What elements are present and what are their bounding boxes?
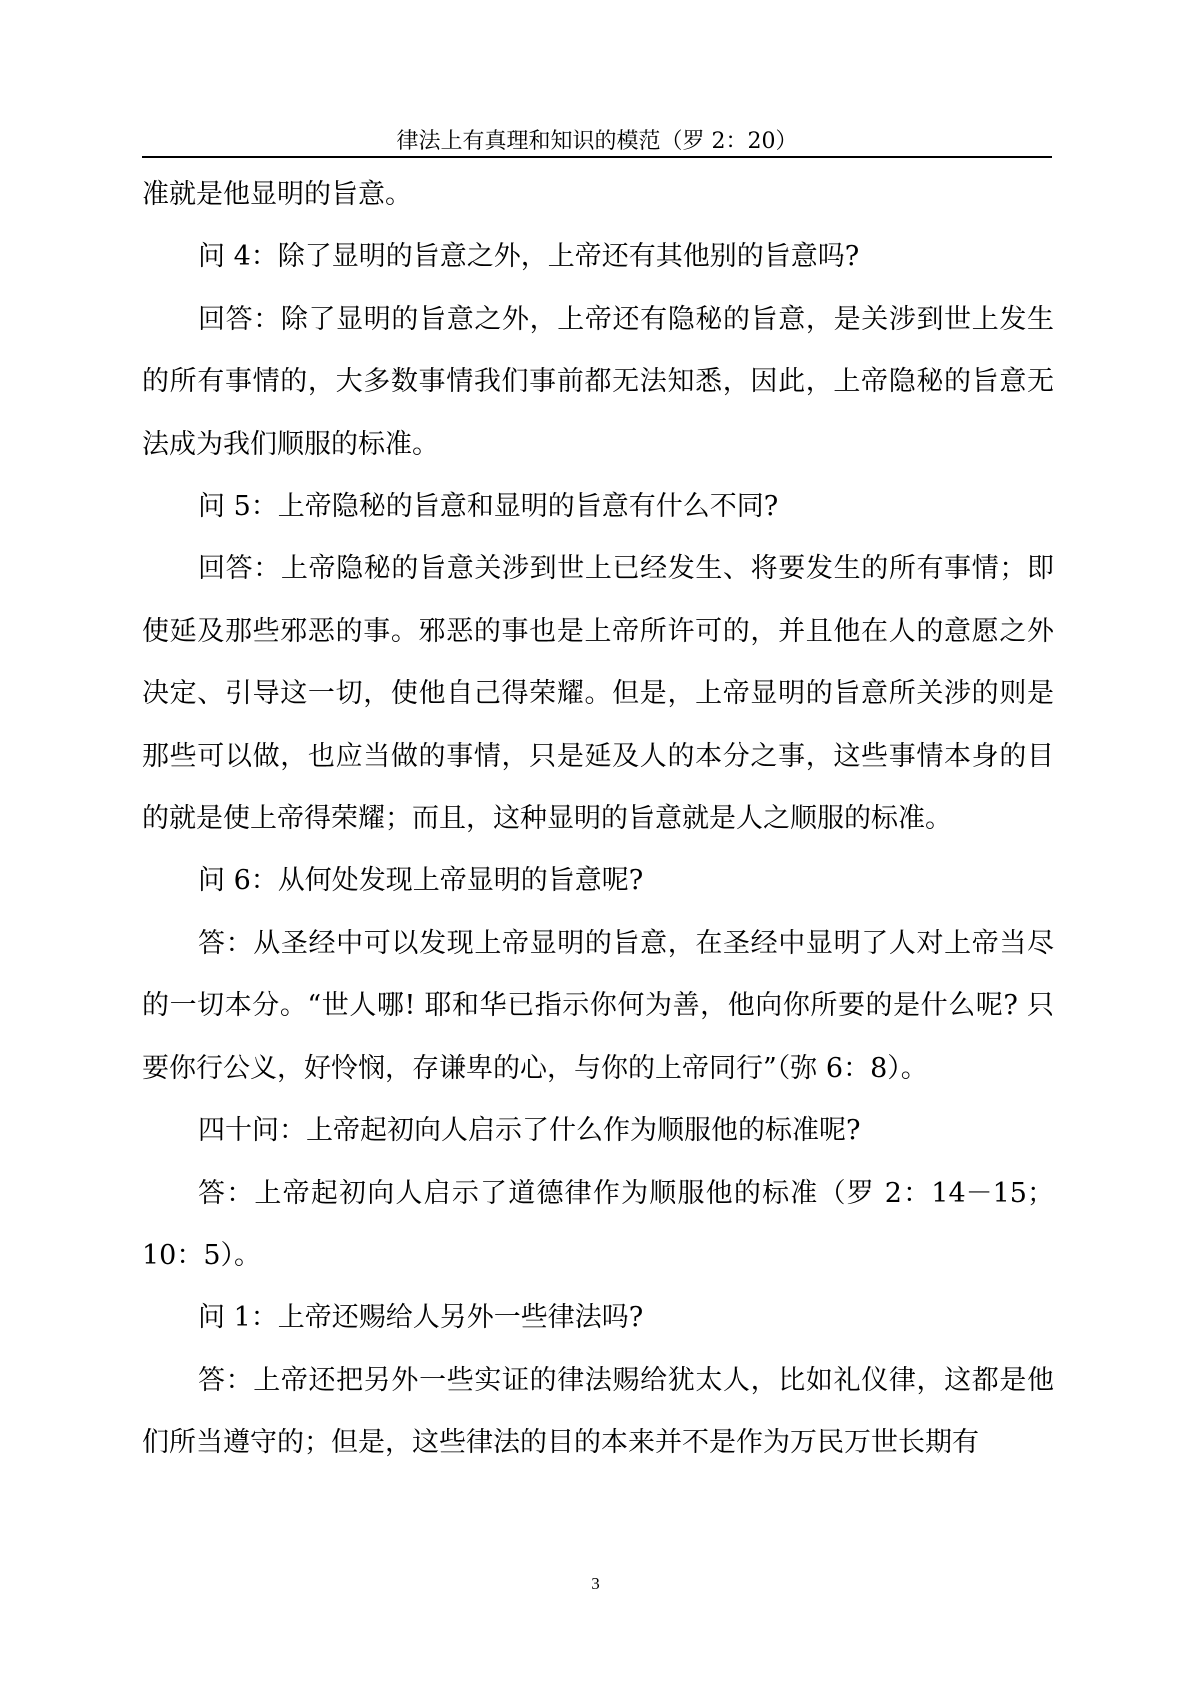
answer-1: 答：上帝还把另外一些实证的律法赐给犹太人，比如礼仪律，这都是他们所当遵守的；但是，这些律法的目的本来并不是作为万民万世长期有 <box>142 1364 1054 1459</box>
body-text <box>142 164 1054 1475</box>
question-6: 问 6：从何处发现上帝显明的旨意呢? <box>198 865 644 897</box>
question-40: 四十问：上帝起初向人启示了什么作为顺服他的标准呢? <box>198 1115 861 1147</box>
answer-5: 回答：上帝隐秘的旨意关涉到世上已经发生、将要发生的所有事情；即使延及那些邪恶的事。邪恶的事也是上帝所许可的，并且他在人的意愿之外决定、引导这一切，使他自己得荣耀。但是，上帝显明的旨意所关涉的则是那些可以做，也应当做的事情，只是延及人的本分之事，这些事情本身的目的就是使上帝得荣耀；而且，这种显明的旨意就是人之顺服的标准。 <box>142 553 1054 835</box>
question-1: 问 1：上帝还赐给人另外一些律法吗? <box>198 1302 644 1334</box>
answer-6: 答：从圣经中可以发现上帝显明的旨意，在圣经中显明了人对上帝当尽的一切本分。“世人哪! 耶和华已指示你何为善，他向你所要的是什么呢? 只要你行公义，好怜悯，存谦卑的心，与你的上帝同行”（弥 6：8）。 <box>142 927 1054 1084</box>
running-header: 律法上有真理和知识的模范（罗 2：20） <box>142 128 1052 158</box>
answer-40: 答：上帝起初向人启示了道德律作为顺服他的标准（罗 2：14－15；10：5）。 <box>142 1177 1054 1271</box>
answer-4: 回答：除了显明的旨意之外，上帝还有隐秘的旨意，是关涉到世上发生的所有事情的，大多数事情我们事前都无法知悉，因此，上帝隐秘的旨意无法成为我们顺服的标准。 <box>142 303 1054 460</box>
paragraph-continuation: 准就是他显明的旨意。 <box>142 179 412 210</box>
question-5: 问 5：上帝隐秘的旨意和显明的旨意有什么不同? <box>198 491 779 523</box>
question-4: 问 4：除了显明的旨意之外，上帝还有其他别的旨意吗? <box>198 241 860 273</box>
page-number: 3 <box>591 1574 600 1593</box>
